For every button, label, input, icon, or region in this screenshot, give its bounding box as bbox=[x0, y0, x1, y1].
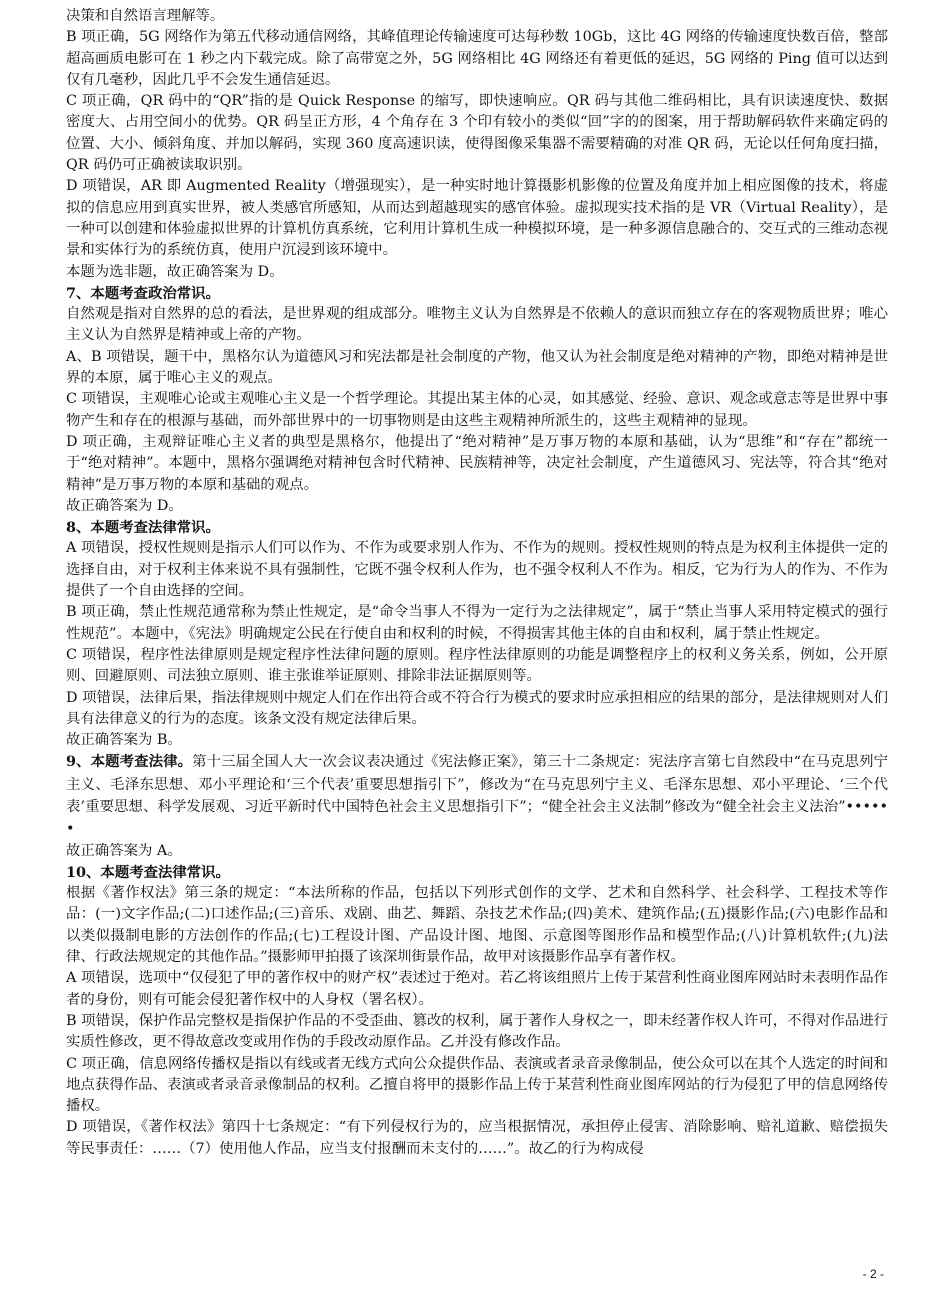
paragraph: D 项正确，主观辩证唯心主义者的典型是黑格尔，他提出了“绝对精神”是万事万物的本原和基础，认为“思维”和“存在”都统一于“绝对精神”。本题中，黑格尔强调绝对精神包含时代精神、民族精神等，决定社会制度，产生道德风习、宪法等，符合其“绝对精神”是万事万物的本原和基础的观点。 bbox=[66, 433, 888, 493]
paragraph: C 项错误，程序性法律原则是规定程序性法律问题的原则。程序性法律原则的功能是调整程序上的权利义务关系，例如，公开原则、回避原则、司法独立原则、谁主张谁举证原则、排除非法证据原则等。 bbox=[66, 646, 888, 685]
paragraph: 故正确答案为 A。 bbox=[66, 842, 182, 859]
paragraph: 根据《著作权法》第三条的规定：“本法所称的作品，包括以下列形式创作的文学、艺术和自然科学、社会科学、工程技术等作品：(一)文字作品;(二)口述作品;(三)音乐、戏剧、曲艺、舞蹈、杂技艺术作品;(四)美术、建筑作品;(五)摄影作品;(六)电影作品和以类似摄制电影的方法创作的作品;(七)工程设计图、产品设计图、地图、示意图等图形作品和模型作品;(八)计算机软件;(九)法律、行政法规规定的其他作品。”摄影师甲拍摄了该深圳街景作品，故甲对该摄影作品享有著作权。 bbox=[66, 885, 888, 966]
paragraph: B 项正确，禁止性规范通常称为禁止性规定，是“命令当事人不得为一定行为之法律规定”，属于“禁止当事人采用特定模式的强行性规范”。本题中，《宪法》明确规定公民在行使自由和权利的时候，不得损害其他主体的自由和权利，属于禁止性规定。 bbox=[66, 604, 888, 642]
question-heading bbox=[66, 862, 888, 883]
question-topic: 、本题考查法律常识。 bbox=[76, 519, 220, 537]
paragraph: A 项错误，授权性规则是指示人们可以作为、不作为或要求别人作为、不作为的规则。授权性规则的特点是为权利主体提供一定的选择自由，对于权利主体来说不具有强制性，它既不强令权利人作为，也不强令权利人不作为。相反，它为行为人的作为、不作为提供了一个自由选择的空间。 bbox=[66, 540, 888, 600]
question-explanation: 第十三届全国人大一次会议表决通过《宪法修正案》，第三十二条规定：宪法序言第七自然段中“在马克思列宁主义、毛泽东思想、邓小平理论和‘三个代表’重要思想指引下”，修改为“在马克思列宁主义、毛泽东思想、邓小平理论、‘三个代表’重要思想、科学发展观、习近平新时代中国特色社会主义思想指引下”；“健全社会主义法制”修改为“健全社会主义法治”•••••• bbox=[66, 754, 888, 838]
paragraph: D 项错误，《著作权法》第四十七条规定：“有下列侵权行为的，应当根据情况，承担停止侵害、消除影响、赔礼道歉、赔偿损失等民事责任：……（7）使用他人作品，应当支付报酬而未支付的……”。故乙的行为构成侵 bbox=[66, 1119, 888, 1157]
paragraph: A、B 项错误，题干中，黑格尔认为道德风习和宪法都是社会制度的产物，他又认为社会制度是绝对精神的产物，即绝对精神是世界的本原，属于唯心主义的观点。 bbox=[66, 348, 888, 387]
question-number: 10 bbox=[66, 863, 87, 881]
paragraph: 故正确答案为 D。 bbox=[66, 497, 183, 514]
question-heading bbox=[66, 517, 888, 538]
question-topic: 、本题考查法律。 bbox=[76, 753, 193, 771]
paragraph: C 项正确，QR 码中的“QR”指的是 Quick Response 的缩写，即快速响应。QR 码与其他二维码相比，具有识读速度快、数据密度大、占用空间小的优势。QR 码呈正方形，4 个角存在 3 个印有较小的类似“回”字的的图案，用于帮助解码软件来确定码的位置、大小、倾斜角度、并加以解码，实现 360 度高速识读，使得图像采集器不需要精确的对准 QR 码，无论以任何角度扫描，QR 码仍可正确被读取识别。 bbox=[66, 93, 888, 174]
question-number: 8 bbox=[66, 519, 77, 537]
question-heading bbox=[66, 751, 888, 840]
document-body bbox=[66, 6, 888, 1160]
paragraph: C 项正确，信息网络传播权是指以有线或者无线方式向公众提供作品、表演或者录音录像制品，使公众可以在其个人选定的时间和地点获得作品、表演或者录音录像制品的权利。乙擅自将甲的摄影作品上传于某营利性商业图库网站的行为侵犯了甲的信息网络传播权。 bbox=[66, 1055, 888, 1115]
paragraph: B 项错误，保护作品完整权是指保护作品的不受歪曲、篡改的权利，属于著作人身权之一，即未经著作权人许可，不得对作品进行实质性修改，更不得故意改变或用作伪的手段改动原作品。乙并没有修改作品。 bbox=[66, 1012, 888, 1051]
paragraph: 自然观是指对自然界的总的看法，是世界观的组成部分。唯物主义认为自然界是不依赖人的意识而独立存在的客观物质世界；唯心主义认为自然界是精神或上帝的产物。 bbox=[66, 306, 888, 344]
question-number: 9 bbox=[66, 753, 77, 771]
paragraph: A 项错误，选项中“仅侵犯了甲的著作权中的财产权”表述过于绝对。若乙将该组照片上传于某营利性商业图库网站时未表明作品作者的身份，则有可能会侵犯著作权中的人身权（署名权）。 bbox=[66, 970, 888, 1008]
paragraph: 本题为选非题，故正确答案为 D。 bbox=[66, 263, 284, 280]
paragraph: 决策和自然语言理解等。 bbox=[66, 8, 225, 24]
question-topic: 、本题考查政治常识。 bbox=[76, 284, 220, 302]
paragraph: D 项错误，法律后果，指法律规则中规定人们在作出符合或不符合行为模式的要求时应承担相应的结果的部分，是法律规则对人们具有法律意义的行为的态度。该条文没有规定法律后果。 bbox=[66, 689, 888, 727]
paragraph: C 项错误，主观唯心论或主观唯心主义是一个哲学理论。其提出某主体的心灵，如其感觉、经验、意识、观念或意志等是世界中事物产生和存在的根源与基础，而外部世界中的一切事物则是由这些主观精神所派生的，这些主观精神的显现。 bbox=[66, 391, 888, 429]
page-number: - 2 - bbox=[862, 1267, 884, 1281]
question-topic: 、本题考查法律常识。 bbox=[86, 863, 230, 881]
paragraph: B 项正确，5G 网络作为第五代移动通信网络，其峰值理论传输速度可达每秒数 10Gb，这比 4G 网络的传输速度快数百倍，整部超高画质电影可在 1 秒之内下载完成。除了高带宽之外，5G 网络相比 4G 网络还有着更低的延迟，5G 网络的 Ping 值可以达到仅有几毫秒，因此几乎不会发生通信延迟。 bbox=[66, 29, 888, 88]
paragraph: D 项错误，AR 即 Augmented Reality（增强现实），是一种实时地计算摄影机影像的位置及角度并加上相应图像的技术，将虚拟的信息应用到真实世界，被人类感官所感知，从而达到超越现实的感官体验。虚拟现实技术指的是 VR（Virtual Reality），是一种可以创建和体验虚拟世界的计算机仿真系统，它利用计算机生成一种模拟环境，是一种多源信息融合的、交互式的三维动态视景和实体行为的系统仿真，使用户沉浸到该环境中。 bbox=[66, 178, 888, 259]
question-number: 7 bbox=[66, 284, 77, 302]
paragraph: 故正确答案为 B。 bbox=[66, 732, 182, 749]
question-heading bbox=[66, 283, 888, 304]
